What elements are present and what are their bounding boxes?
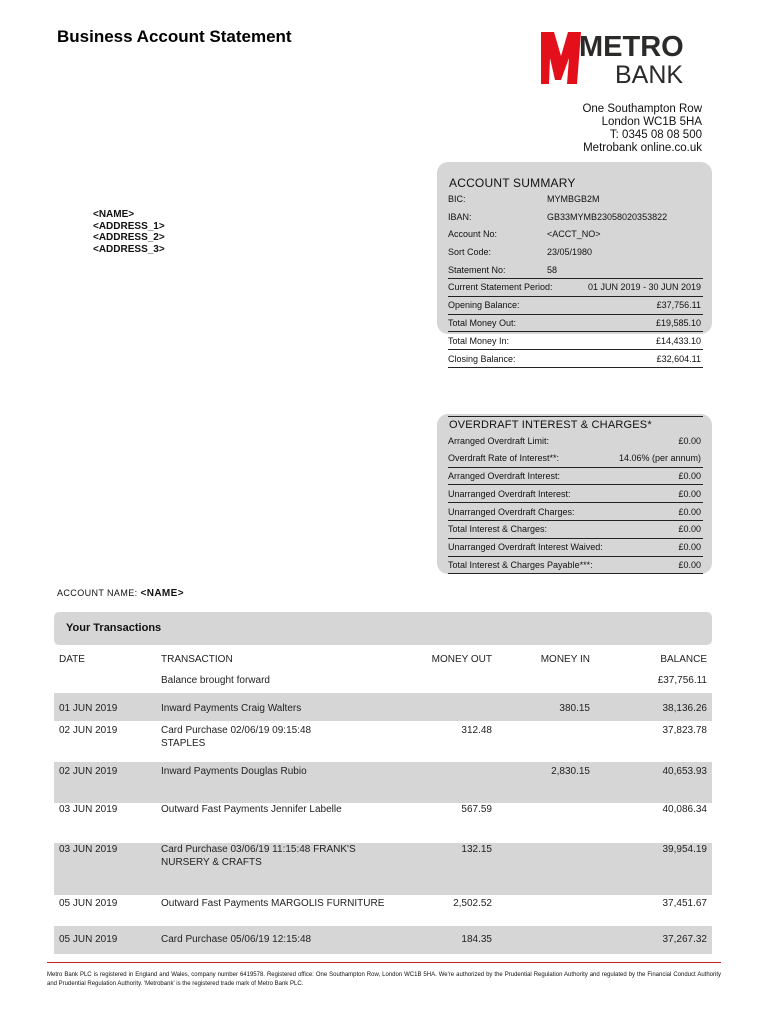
metro-bank-logo-icon [541, 28, 705, 88]
tx-balance: 40,086.34 [662, 804, 707, 815]
summary-label: Current Statement Period: [448, 282, 553, 293]
summary-row-money-out [448, 315, 703, 333]
branch-line-1: One Southampton Row [582, 103, 702, 115]
footer-divider [47, 962, 721, 963]
account-name-label: ACCOUNT NAME: [57, 588, 138, 598]
account-summary-table [448, 190, 703, 368]
summary-label: Account No: [448, 229, 498, 240]
branch-website: Metrobank online.co.uk [583, 142, 702, 154]
summary-value: 58 [547, 264, 558, 275]
tx-balance: 37,451.67 [662, 898, 707, 909]
summary-label: Total Money In: [448, 335, 510, 346]
page-title: Business Account Statement [57, 27, 292, 46]
tx-description: Outward Fast Payments Jennifer Labelle [161, 804, 342, 815]
tx-money-out: 184.35 [461, 934, 492, 945]
tx-date: 05 JUN 2019 [59, 898, 118, 909]
logo-bottom-text: BANK [615, 61, 684, 88]
overdraft-value: £0.00 [678, 542, 701, 553]
summary-row-period [448, 279, 703, 297]
col-date: DATE [59, 654, 85, 665]
summary-label: Sort Code: [448, 247, 492, 258]
tx-date: 03 JUN 2019 [59, 804, 118, 815]
tx-balance: £37,756.11 [657, 675, 707, 686]
table-row [54, 803, 712, 843]
overdraft-row [448, 468, 703, 486]
table-row [54, 693, 712, 721]
table-row [54, 721, 712, 762]
overdraft-row [448, 432, 703, 450]
customer-address-3: <ADDRESS_3> [93, 243, 165, 255]
overdraft-row [448, 503, 703, 521]
customer-name: <NAME> [93, 209, 135, 220]
overdraft-label: Arranged Overdraft Interest: [448, 470, 561, 481]
overdraft-row [448, 557, 703, 575]
tx-description: Card Purchase 03/06/19 11:15:48 FRANK'S NURSERY & CRAFTS [161, 844, 356, 868]
branch-address [582, 103, 702, 155]
overdraft-label: Unarranged Overdraft Interest Waived: [448, 542, 603, 553]
col-balance: BALANCE [660, 654, 707, 665]
summary-row-statement-no [448, 261, 703, 279]
tx-money-out: 312.48 [461, 725, 492, 736]
footer-legal-text: Metro Bank PLC is registered in England and Wales, company number 6419578. Registered office: One Southampton Row, London WC1B 5HA. We're authorized by the Prudential Regulation Authority and regulated by the Financial Conduct Authority and Prudential Regulation Authority. 'Metrobank' is the registered trade mark of Metro Bank PLC. [47, 972, 721, 987]
tx-balance: 39,954.19 [662, 844, 707, 855]
tx-description: Balance brought forward [161, 675, 270, 686]
table-row [54, 843, 712, 895]
tx-balance: 38,136.26 [662, 703, 707, 714]
tx-description: Inward Payments Douglas Rubio [161, 766, 307, 777]
summary-label: BIC: [448, 193, 466, 204]
tx-description: Card Purchase 05/06/19 12:15:48 [161, 934, 312, 945]
summary-value: £19,585.10 [655, 317, 701, 328]
tx-balance: 40,653.93 [662, 766, 707, 777]
account-summary-heading: ACCOUNT SUMMARY [449, 176, 576, 190]
summary-row-iban [448, 208, 703, 226]
summary-value: £14,433.10 [655, 335, 701, 346]
summary-label: Closing Balance: [448, 353, 516, 364]
table-row [54, 895, 712, 926]
overdraft-value: £0.00 [678, 470, 701, 481]
customer-address-2: <ADDRESS_2> [93, 232, 165, 243]
tx-date: 05 JUN 2019 [59, 934, 118, 945]
branch-line-2: London WC1B 5HA [601, 116, 702, 128]
overdraft-label: Total Interest & Charges: [448, 524, 548, 535]
summary-row-sort-code [448, 243, 703, 261]
account-name-value: <NAME> [140, 588, 184, 599]
account-name [57, 588, 184, 599]
overdraft-row [448, 450, 703, 468]
overdraft-row [448, 485, 703, 503]
overdraft-label: Unarranged Overdraft Interest: [448, 488, 571, 499]
overdraft-label: Total Interest & Charges Payable***: [448, 559, 593, 570]
branch-phone: T: 0345 08 08 500 [609, 129, 702, 141]
tx-description: Inward Payments Craig Walters [161, 703, 302, 714]
tx-date: 02 JUN 2019 [59, 725, 118, 736]
tx-date: 01 JUN 2019 [59, 703, 118, 714]
summary-value: £32,604.11 [656, 353, 701, 364]
overdraft-value: £0.00 [678, 559, 701, 570]
overdraft-divider [448, 416, 703, 417]
col-transaction: TRANSACTION [161, 654, 233, 665]
customer-address [93, 209, 165, 255]
tx-money-out: 132.15 [461, 844, 492, 855]
col-money-out: MONEY OUT [431, 654, 492, 665]
table-row [54, 665, 712, 693]
metro-bank-logo [541, 28, 705, 88]
overdraft-value: £0.00 [678, 506, 701, 517]
table-row [54, 762, 712, 803]
transactions-title: Your Transactions [66, 622, 162, 634]
overdraft-label: Overdraft Rate of Interest**: [448, 453, 560, 464]
overdraft-value: £0.00 [678, 488, 701, 499]
summary-row-account-no [448, 226, 703, 244]
summary-label: Total Money Out: [448, 317, 517, 328]
summary-value: £37,756.11 [656, 300, 701, 311]
logo-top-text: METRO [579, 31, 684, 63]
summary-value: 01 JUN 2019 - 30 JUN 2019 [587, 282, 701, 293]
table-row [54, 926, 712, 954]
summary-value: MYMBGB2M [547, 193, 600, 204]
summary-label: IBAN: [448, 211, 472, 222]
tx-date: 02 JUN 2019 [59, 766, 118, 777]
summary-label: Statement No: [448, 264, 506, 275]
col-money-in: MONEY IN [540, 654, 590, 665]
overdraft-table [448, 432, 703, 574]
summary-row-opening-balance [448, 297, 703, 315]
tx-description: Card Purchase 02/06/19 09:15:48 STAPLES [161, 725, 312, 749]
tx-money-out: 2,502.52 [453, 898, 492, 909]
tx-description: Outward Fast Payments MARGOLIS FURNITURE [161, 898, 385, 909]
customer-address-1: <ADDRESS_1> [93, 220, 165, 232]
overdraft-row [448, 539, 703, 557]
summary-row-closing-balance [448, 350, 703, 368]
overdraft-label: Arranged Overdraft Limit: [448, 435, 550, 446]
tx-money-out: 567.59 [461, 804, 492, 815]
summary-label: Opening Balance: [448, 300, 520, 311]
summary-row-money-in [448, 332, 703, 350]
tx-balance: 37,267.32 [662, 934, 707, 945]
tx-balance: 37,823.78 [662, 725, 707, 736]
summary-value: <ACCT_NO> [547, 229, 601, 240]
overdraft-value: £0.00 [678, 435, 701, 446]
transactions-header [54, 612, 712, 645]
summary-value: GB33MYMB23058020353822 [547, 211, 668, 222]
overdraft-value: £0.00 [678, 524, 701, 535]
tx-money-in: 2,830.15 [551, 766, 590, 777]
overdraft-value: 14.06% (per annum) [618, 453, 701, 464]
overdraft-label: Unarranged Overdraft Charges: [448, 506, 575, 517]
overdraft-heading: OVERDRAFT INTEREST & CHARGES* [449, 419, 652, 431]
summary-row-bic [448, 190, 703, 208]
tx-date: 03 JUN 2019 [59, 844, 118, 855]
summary-value: 23/05/1980 [547, 247, 593, 258]
overdraft-row [448, 521, 703, 539]
tx-money-in: 380.15 [559, 703, 590, 714]
